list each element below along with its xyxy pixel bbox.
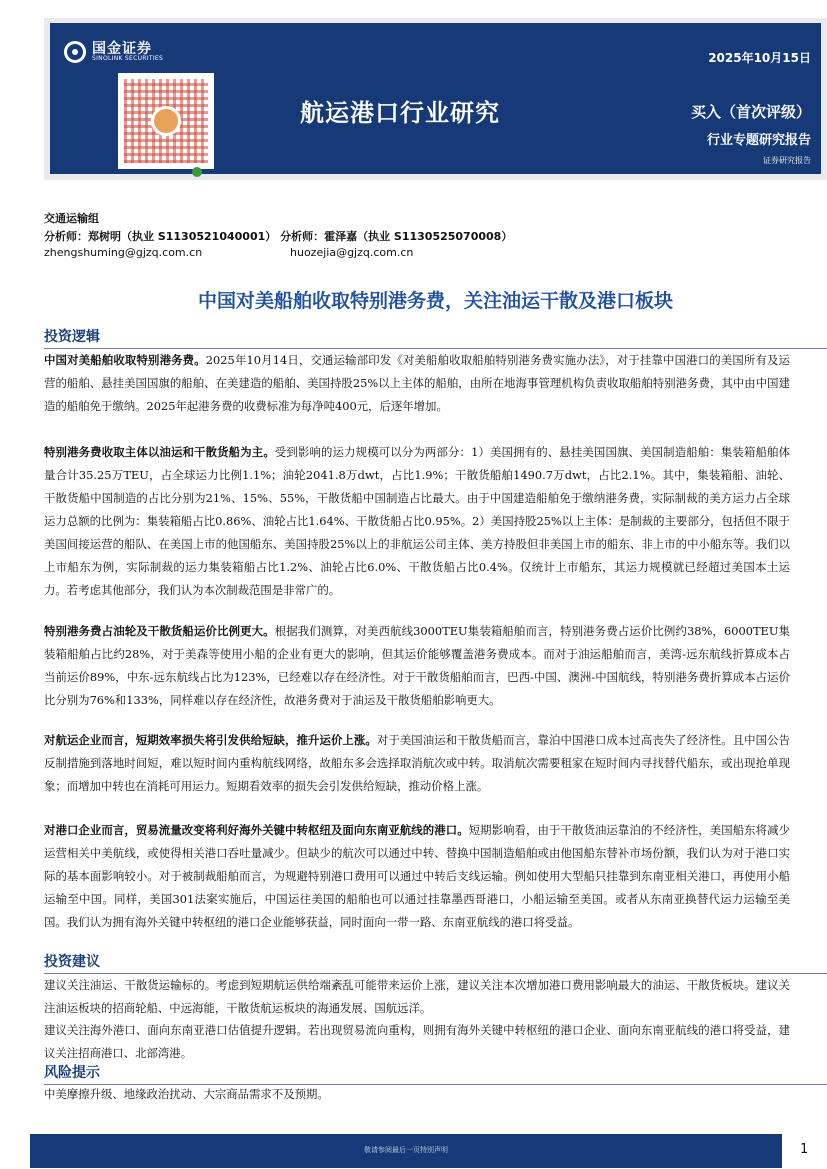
- company-logo: [64, 41, 163, 63]
- footer-bar: [30, 1134, 782, 1168]
- report-subtype: 证券研究报告: [763, 156, 811, 165]
- analyst-line: 分析师：郑树明（执业 S1130521040001） 分析师：霍泽嘉（执业 S1130525070008）: [44, 230, 513, 243]
- paragraph-2: 特别港务费收取主体以油运和干散货船为主。受到影响的运力规模可以分为两部分：1）美国拥有的、悬挂美国国旗、美国制造船舶：集装箱船舶体量合计35.25万TEU，占全球运力比例1.1%；油轮2041.8万dwt，占比1.9%；干散货船舶1490.7万dwt，占比2.1%。其中，集装箱船、油轮、干散货船中国制造的占比分别为21%、15%、55%，干散货船中国制造占比最大。由于中国建造船舶免于缴纳港务费，实际制裁的美方运力占全球运力总额的比例为：集装箱船占比0.86%、油轮占比1.64%、干散货船占比0.95%。2）美国持股25%以上主体：是制裁的主要部分，包括但不限于美国间接运营的船队、在美国上市的他国船东、美国持股25%以上的非航运公司主体、美方持股但非美国上市的船东、非上市的中小船东等。我们以上市船东为例，实际制裁的运力集装箱船占比1.2%、油轮占比6.0%、干散货船占比0.4%。仅统计上市船东，其运力规模就已经超过美国本土运力。若考虑其他部分，我们认为本次制裁范围是非常广的。: [44, 445, 790, 597]
- section-risk: 风险提示: [44, 1062, 827, 1082]
- header-banner: [50, 23, 821, 174]
- footer-disclaimer: 敬请参阅最后一页特别声明: [364, 1146, 448, 1154]
- rating-label: 买入（首次评级）: [690, 103, 811, 121]
- email-1[interactable]: zhengshuming@gjzq.com.cn: [44, 246, 203, 259]
- report-type: 行业专题研究报告: [706, 133, 811, 148]
- paragraph-7: 建议关注海外港口、面向东南亚港口估值提升逻辑。若出现贸易流向重构，则拥有海外关键中转枢纽的港口企业、面向东南亚航线的港口将受益，建议关注招商港口、北部湾港。: [44, 1023, 790, 1060]
- section-investment-advice: 投资建议: [44, 951, 827, 971]
- email-2[interactable]: huozejia@gjzq.com.cn: [290, 246, 414, 259]
- logo-name-cn: 国金证券: [92, 40, 152, 57]
- headline: 中国对美船舶收取特别港务费，关注油运干散及港口板块: [197, 290, 673, 312]
- report-title: 航运港口行业研究: [300, 99, 500, 127]
- paragraph-8: 中美摩擦升级、地缘政治扰动、大宗商品需求不及预期。: [44, 1087, 329, 1101]
- paragraph-6: 建议关注油运、干散货运输标的。考虑到短期航运供给端紊乱可能带来运价上涨，建议关注本次增加港口费用影响最大的油运、干散货板块。建议关注油运板块的招商轮船、中远海能，干散货航运板块的海通发展、国航远洋。: [44, 978, 790, 1015]
- logo-name-en: SINOLINK SECURITIES: [92, 55, 164, 63]
- qr-code: [118, 73, 214, 169]
- page-number: 1: [800, 1142, 809, 1157]
- logo-mark-icon: [64, 41, 86, 63]
- paragraph-4: 对航运企业而言，短期效率损失将引发供给短缺，推升运价上涨。对于美国油运和干散货船而言，靠泊中国港口成本过高丧失了经济性。且中国公告反制措施到落地时间短，难以短时间内重构航线网络，故船东多会选择取消航次或中转。取消航次需要租家在短时间内寻找替代船东，或出现抢单现象；而增加中转也在消耗可用运力。短期看效率的损失会引发供给短缺，推动价格上涨。: [44, 733, 790, 793]
- paragraph-5: 对港口企业而言，贸易流量改变将利好海外关键中转枢纽及面向东南亚航线的港口。短期影响看，由于干散货油运靠泊的不经济性，美国船东将减少运营相关中美航线，或使得相关港口吞吐量减少。但缺少的航次可以通过中转、替换中国制造船舶或由他国船东替补市场份额，我们认为对于港口实际的基本面影响较小。对于被制裁船舶而言，为规避特别港口费用可以通过中转后支线运输。例如使用大型船只挂靠到东南亚相关港口，再使用小船运输至中国。同样，美国301法案实施后，中国运往美国的船舶也可以通过挂靠墨西哥港口，小船运输至美国。或者从东南亚换替代运力运输至美国。我们认为拥有海外关键中转枢纽的港口企业能够获益，同时面向一带一路、东南亚航线的港口将受益。: [44, 823, 790, 929]
- report-date: 2025年10月15日: [708, 51, 811, 65]
- wechat-icon: [192, 167, 202, 177]
- section-investment-logic: 投资逻辑: [44, 326, 827, 346]
- paragraph-1: 中国对美船舶收取特别港务费。2025年10月14日，交通运输部印发《对美船舶收取船舶特别港务费实施办法》，对于挂靠中国港口的美国所有及运营的船舶、悬挂美国国旗的船舶、在美建造的船舶、美国持股25%以上主体的船舶，由所在地海事管理机构负责收取船舶特别港务费，其中由中国建造的船舶免于缴纳。2025年起港务费的收费标准为每净吨400元，后逐年增加。: [44, 353, 790, 413]
- team-name: 交通运输组: [44, 212, 99, 225]
- header-banner-frame: [44, 18, 827, 180]
- paragraph-3: 特别港务费占油轮及干散货船运价比例更大。根据我们测算，对美西航线3000TEU集装箱船舶而言，特别港务费占运价比例约38%，6000TEU集装箱船舶占比约28%，对于美森等使用小船的企业有更大的影响，但其运价能够覆盖港务费成本。而对于油运船舶而言，美湾-远东航线折算成本占当前运价89%，中东-远东航线占比为123%，已经难以存在经济性。对于干散货船舶而言，巴西-中国、澳洲-中国航线，特别港务费折算成本占运价比分别为76%和133%，同样难以存在经济性，故港务费对于油运及干散货船舶影响更大。: [44, 624, 790, 707]
